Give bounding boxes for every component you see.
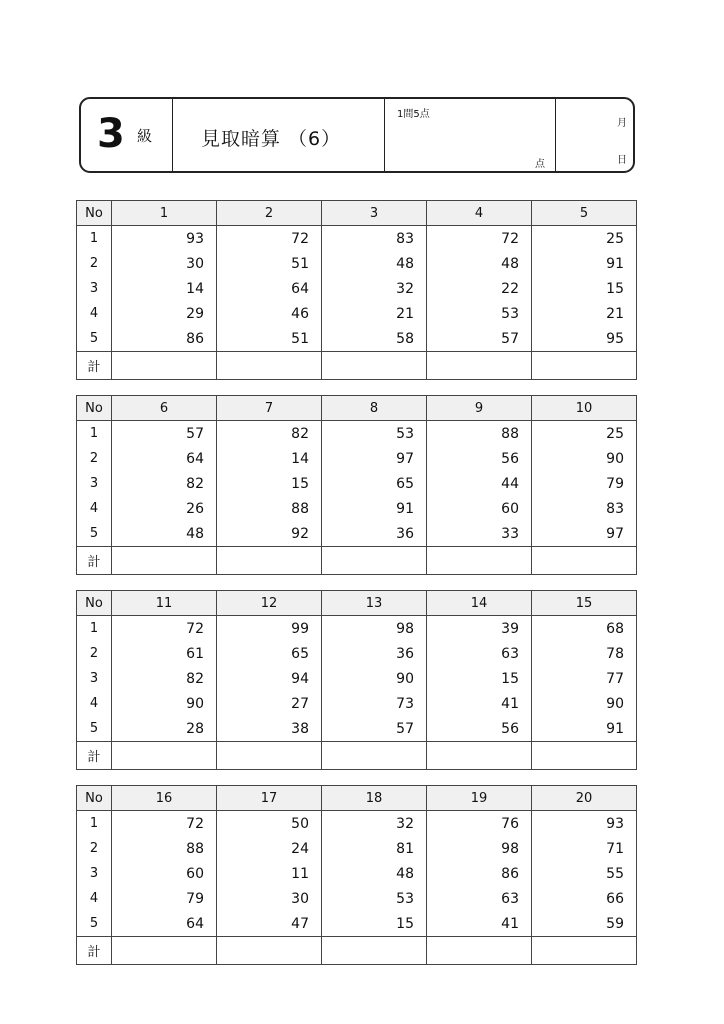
problem-number: 17 <box>217 786 322 811</box>
row-number: 5 <box>77 911 112 937</box>
number-cell: 58 <box>322 326 427 352</box>
table-row <box>77 691 637 716</box>
row-number: 5 <box>77 716 112 742</box>
problem-table <box>76 200 637 380</box>
row-number: 4 <box>77 691 112 716</box>
number-cell: 50 <box>217 811 322 837</box>
number-cell: 83 <box>322 226 427 252</box>
table-row <box>77 446 637 471</box>
number-cell: 99 <box>217 616 322 642</box>
problem-table <box>76 590 637 770</box>
divider <box>555 99 556 171</box>
number-cell: 82 <box>112 666 217 691</box>
row-number: 2 <box>77 446 112 471</box>
number-cell: 79 <box>532 471 637 496</box>
problem-number: 6 <box>112 396 217 421</box>
grade-unit: 級 <box>137 127 153 145</box>
number-cell: 56 <box>427 716 532 742</box>
total-label: 計 <box>77 742 112 770</box>
table-row <box>77 251 637 276</box>
row-number: 3 <box>77 666 112 691</box>
problem-number: 8 <box>322 396 427 421</box>
worksheet-title: 見取暗算 （6） <box>201 128 342 150</box>
number-cell: 78 <box>532 641 637 666</box>
number-cell: 14 <box>217 446 322 471</box>
row-number: 3 <box>77 471 112 496</box>
total-row <box>77 547 637 575</box>
number-cell: 66 <box>532 886 637 911</box>
row-number: 1 <box>77 811 112 837</box>
table-header-row <box>77 591 637 616</box>
number-cell: 57 <box>322 716 427 742</box>
number-cell: 64 <box>112 911 217 937</box>
number-cell: 76 <box>427 811 532 837</box>
number-cell: 25 <box>532 226 637 252</box>
row-number: 5 <box>77 521 112 547</box>
number-cell: 73 <box>322 691 427 716</box>
problem-number: 1 <box>112 201 217 226</box>
row-number: 5 <box>77 326 112 352</box>
answer-cell[interactable] <box>112 547 217 575</box>
number-cell: 41 <box>427 911 532 937</box>
number-cell: 91 <box>322 496 427 521</box>
table-row <box>77 496 637 521</box>
number-cell: 90 <box>532 691 637 716</box>
number-cell: 91 <box>532 716 637 742</box>
points-per-question: 1間5点 <box>397 109 430 120</box>
number-cell: 57 <box>112 421 217 447</box>
number-cell: 30 <box>217 886 322 911</box>
table-header-row <box>77 201 637 226</box>
number-cell: 33 <box>427 521 532 547</box>
total-label: 計 <box>77 547 112 575</box>
number-cell: 88 <box>217 496 322 521</box>
divider <box>384 99 385 171</box>
number-cell: 27 <box>217 691 322 716</box>
number-cell: 72 <box>427 226 532 252</box>
answer-cell[interactable] <box>217 352 322 380</box>
row-number: 2 <box>77 836 112 861</box>
table-row <box>77 226 637 252</box>
number-cell: 53 <box>427 301 532 326</box>
number-cell: 94 <box>217 666 322 691</box>
answer-cell[interactable] <box>427 352 532 380</box>
problem-number: 12 <box>217 591 322 616</box>
number-cell: 93 <box>112 226 217 252</box>
answer-cell[interactable] <box>112 937 217 965</box>
number-cell: 98 <box>427 836 532 861</box>
problem-number: 5 <box>532 201 637 226</box>
problem-number: 7 <box>217 396 322 421</box>
table-row <box>77 911 637 937</box>
number-cell: 38 <box>217 716 322 742</box>
worksheet-header <box>79 97 635 173</box>
table-row <box>77 301 637 326</box>
row-number: 2 <box>77 251 112 276</box>
total-row <box>77 937 637 965</box>
number-cell: 28 <box>112 716 217 742</box>
problem-table <box>76 785 637 965</box>
number-cell: 29 <box>112 301 217 326</box>
number-cell: 48 <box>112 521 217 547</box>
number-cell: 48 <box>322 861 427 886</box>
no-header: No <box>77 396 112 421</box>
problem-number: 16 <box>112 786 217 811</box>
number-cell: 53 <box>322 421 427 447</box>
number-cell: 88 <box>112 836 217 861</box>
problem-number: 18 <box>322 786 427 811</box>
number-cell: 46 <box>217 301 322 326</box>
table-row <box>77 641 637 666</box>
answer-cell[interactable] <box>532 937 637 965</box>
number-cell: 15 <box>427 666 532 691</box>
no-header: No <box>77 786 112 811</box>
problem-number: 13 <box>322 591 427 616</box>
number-cell: 60 <box>427 496 532 521</box>
row-number: 1 <box>77 226 112 252</box>
number-cell: 63 <box>427 886 532 911</box>
number-cell: 11 <box>217 861 322 886</box>
problem-number: 19 <box>427 786 532 811</box>
number-cell: 60 <box>112 861 217 886</box>
number-cell: 91 <box>532 251 637 276</box>
problem-number: 14 <box>427 591 532 616</box>
answer-cell[interactable] <box>427 547 532 575</box>
number-cell: 63 <box>427 641 532 666</box>
table-row <box>77 276 637 301</box>
number-cell: 71 <box>532 836 637 861</box>
number-cell: 15 <box>217 471 322 496</box>
number-cell: 86 <box>112 326 217 352</box>
table-row <box>77 666 637 691</box>
table-row <box>77 836 637 861</box>
number-cell: 36 <box>322 641 427 666</box>
number-cell: 48 <box>322 251 427 276</box>
number-cell: 72 <box>112 616 217 642</box>
number-cell: 21 <box>322 301 427 326</box>
total-row <box>77 742 637 770</box>
total-label: 計 <box>77 937 112 965</box>
answer-cell[interactable] <box>322 937 427 965</box>
table-row <box>77 886 637 911</box>
number-cell: 39 <box>427 616 532 642</box>
row-number: 3 <box>77 861 112 886</box>
row-number: 1 <box>77 421 112 447</box>
problem-number: 20 <box>532 786 637 811</box>
number-cell: 90 <box>112 691 217 716</box>
answer-cell[interactable] <box>322 352 427 380</box>
table-row <box>77 616 637 642</box>
number-cell: 93 <box>532 811 637 837</box>
number-cell: 95 <box>532 326 637 352</box>
number-cell: 79 <box>112 886 217 911</box>
table-row <box>77 521 637 547</box>
number-cell: 55 <box>532 861 637 886</box>
row-number: 4 <box>77 301 112 326</box>
answer-cell[interactable] <box>322 547 427 575</box>
number-cell: 72 <box>112 811 217 837</box>
number-cell: 98 <box>322 616 427 642</box>
number-cell: 97 <box>322 446 427 471</box>
number-cell: 15 <box>532 276 637 301</box>
answer-cell[interactable] <box>112 742 217 770</box>
row-number: 4 <box>77 886 112 911</box>
number-cell: 57 <box>427 326 532 352</box>
number-cell: 64 <box>112 446 217 471</box>
month-label: 月 <box>617 118 627 129</box>
number-cell: 68 <box>532 616 637 642</box>
number-cell: 64 <box>217 276 322 301</box>
number-cell: 65 <box>322 471 427 496</box>
answer-cell[interactable] <box>532 547 637 575</box>
total-label: 計 <box>77 352 112 380</box>
divider <box>172 99 173 171</box>
table-row <box>77 861 637 886</box>
number-cell: 36 <box>322 521 427 547</box>
number-cell: 48 <box>427 251 532 276</box>
table-row <box>77 716 637 742</box>
problem-table <box>76 395 637 575</box>
answer-cell[interactable] <box>532 352 637 380</box>
answer-cell[interactable] <box>427 937 532 965</box>
answer-cell[interactable] <box>217 547 322 575</box>
number-cell: 59 <box>532 911 637 937</box>
row-number: 2 <box>77 641 112 666</box>
row-number: 1 <box>77 616 112 642</box>
number-cell: 24 <box>217 836 322 861</box>
number-cell: 72 <box>217 226 322 252</box>
number-cell: 86 <box>427 861 532 886</box>
table-row <box>77 326 637 352</box>
number-cell: 61 <box>112 641 217 666</box>
number-cell: 21 <box>532 301 637 326</box>
grade-number: 3 <box>97 111 125 157</box>
number-cell: 83 <box>532 496 637 521</box>
number-cell: 65 <box>217 641 322 666</box>
problem-number: 3 <box>322 201 427 226</box>
table-row <box>77 421 637 447</box>
table-row <box>77 811 637 837</box>
number-cell: 32 <box>322 811 427 837</box>
problem-number: 4 <box>427 201 532 226</box>
number-cell: 41 <box>427 691 532 716</box>
problem-number: 11 <box>112 591 217 616</box>
number-cell: 14 <box>112 276 217 301</box>
number-cell: 92 <box>217 521 322 547</box>
number-cell: 82 <box>112 471 217 496</box>
number-cell: 88 <box>427 421 532 447</box>
answer-cell[interactable] <box>427 742 532 770</box>
table-header-row <box>77 396 637 421</box>
number-cell: 81 <box>322 836 427 861</box>
number-cell: 47 <box>217 911 322 937</box>
problem-number: 10 <box>532 396 637 421</box>
number-cell: 15 <box>322 911 427 937</box>
answer-cell[interactable] <box>532 742 637 770</box>
number-cell: 90 <box>532 446 637 471</box>
table-header-row <box>77 786 637 811</box>
day-label: 日 <box>617 155 627 166</box>
number-cell: 26 <box>112 496 217 521</box>
number-cell: 25 <box>532 421 637 447</box>
number-cell: 90 <box>322 666 427 691</box>
number-cell: 51 <box>217 326 322 352</box>
number-cell: 30 <box>112 251 217 276</box>
table-row <box>77 471 637 496</box>
number-cell: 82 <box>217 421 322 447</box>
number-cell: 22 <box>427 276 532 301</box>
number-cell: 44 <box>427 471 532 496</box>
number-cell: 51 <box>217 251 322 276</box>
problem-number: 2 <box>217 201 322 226</box>
problem-number: 15 <box>532 591 637 616</box>
no-header: No <box>77 201 112 226</box>
answer-cell[interactable] <box>217 937 322 965</box>
number-cell: 77 <box>532 666 637 691</box>
number-cell: 53 <box>322 886 427 911</box>
answer-cell[interactable] <box>322 742 427 770</box>
score-unit: 点 <box>535 159 545 170</box>
row-number: 4 <box>77 496 112 521</box>
answer-cell[interactable] <box>112 352 217 380</box>
answer-cell[interactable] <box>217 742 322 770</box>
total-row <box>77 352 637 380</box>
number-cell: 32 <box>322 276 427 301</box>
number-cell: 56 <box>427 446 532 471</box>
no-header: No <box>77 591 112 616</box>
row-number: 3 <box>77 276 112 301</box>
number-cell: 97 <box>532 521 637 547</box>
problem-number: 9 <box>427 396 532 421</box>
